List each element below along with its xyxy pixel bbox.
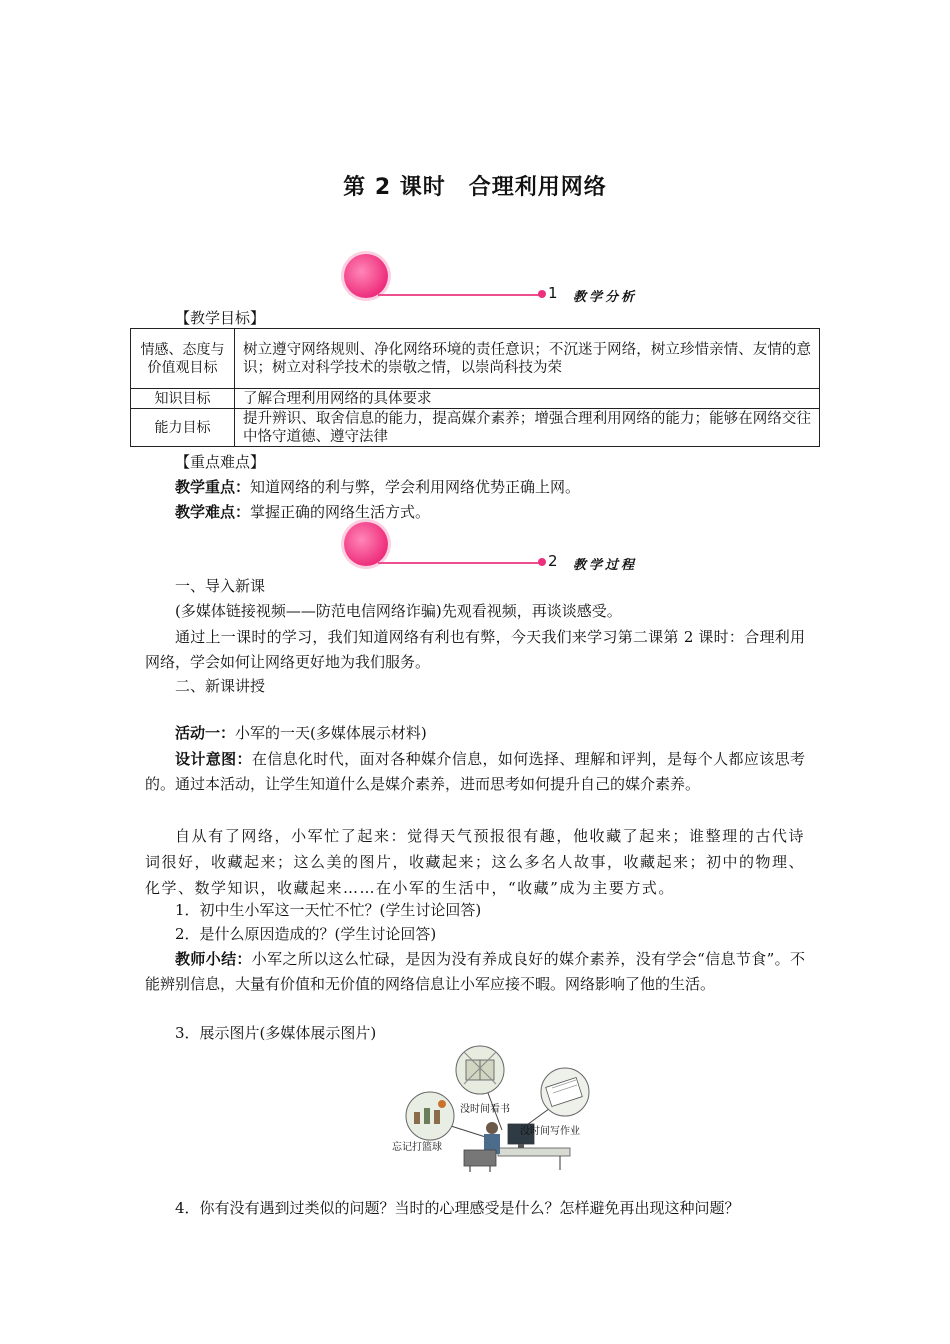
section-number: 1 — [548, 284, 558, 302]
activity-text: 小军的一天(多媒体展示材料) — [235, 724, 427, 742]
summary-label: 教师小结： — [175, 950, 252, 968]
keypoints-heading: 【重点难点】 — [175, 453, 266, 471]
table-row — [131, 409, 820, 447]
summary-text: 小军之所以这么忙碌，是因为没有养成良好的媒介素养，没有学会“信息节食”。不能辨别信息，大量有价值和无价值的网络信息让小军应接不暇。网络影响了他的生活。 — [145, 950, 805, 993]
activity-label: 活动一： — [175, 724, 236, 742]
question-4: 4．你有没有遇到过类似的问题？当时的心理感受是什么？怎样避免再出现这种问题？ — [175, 1199, 740, 1217]
intro-heading: 一、导入新课 — [175, 577, 266, 595]
question-1: 1．初中生小军这一天忙不忙？(学生讨论回答) — [175, 901, 482, 919]
banner-line — [378, 294, 540, 296]
difficult-point-label: 教学难点： — [175, 503, 251, 521]
section-banner-process — [340, 520, 660, 580]
pink-circle-icon — [344, 254, 388, 298]
teacher-summary — [145, 947, 805, 997]
homework-circle-icon — [541, 1068, 589, 1116]
objective-value: 树立遵守网络规则、净化网络环境的责任意识；不沉迷于网络，树立珍惜亲情、友情的意识；树立对科学技术的崇敬之情，以崇尚科技为荣 — [235, 329, 820, 389]
section-number: 2 — [548, 552, 558, 570]
objective-key: 知识目标 — [131, 389, 235, 409]
banner-line — [378, 562, 540, 564]
section-label: 教学过程 — [573, 558, 638, 573]
table-row — [131, 389, 820, 409]
objectives-table — [130, 328, 820, 447]
book-circle-icon — [456, 1046, 504, 1094]
objective-key: 能力目标 — [131, 409, 235, 447]
intro-video: (多媒体链接视频——防范电信网络诈骗)先观看视频，再谈谈感受。 — [175, 602, 622, 620]
section-banner-analysis — [340, 252, 660, 312]
key-point-text: 知道网络的利与弊，学会利用网络优势正确上网。 — [250, 478, 581, 496]
objective-value: 了解合理利用网络的具体要求 — [235, 389, 820, 409]
design-label: 设计意图： — [175, 750, 252, 768]
table-row — [131, 329, 820, 389]
busy-student-illustration — [380, 1040, 620, 1175]
question-3: 3．展示图片(多媒体展示图片) — [175, 1024, 377, 1042]
objective-key: 情感、态度与价值观目标 — [131, 329, 235, 389]
activity-title — [175, 722, 427, 744]
story-paragraph: 自从有了网络，小军忙了起来：觉得天气预报很有趣，他收藏了起来；谁整理的古代诗词很好，收藏起来；这么美的图片，收藏起来；这么多名人故事，收藏起来；初中的物理、化学、数学知识，收藏起来……在小军的生活中，“收藏”成为主要方式。 — [145, 827, 806, 897]
caption-homework: 没时间写作业 — [520, 1126, 580, 1137]
page-title: 第 2 课时 合理利用网络 — [343, 175, 607, 200]
key-point — [175, 476, 580, 498]
objective-value: 提升辨识、取舍信息的能力，提高媒介素养；增强合理利用网络的能力；能够在网络交往中恪守道德、遵守法律 — [235, 409, 820, 447]
design-intent — [145, 747, 805, 797]
design-text: 在信息化时代，面对各种媒介信息，如何选择、理解和评判，是每个人都应该思考的。通过本活动，让学生知道什么是媒介素养，进而思考如何提升自己的媒介素养。 — [145, 750, 805, 793]
caption-reading: 没时间看书 — [460, 1104, 510, 1115]
difficult-point-text: 掌握正确的网络生活方式。 — [250, 503, 431, 521]
banner-dot-icon — [538, 290, 546, 298]
caption-basketball: 忘记打篮球 — [392, 1142, 442, 1153]
pink-circle-icon — [344, 522, 388, 566]
question-2: 2．是什么原因造成的？(学生讨论回答) — [175, 925, 437, 943]
basketball-circle-icon — [406, 1092, 454, 1140]
new-lesson-heading: 二、新课讲授 — [175, 677, 266, 695]
intro-text: 通过上一课时的学习，我们知道网络有利也有弊，今天我们来学习第二课第 2 课时：合理利用网络，学会如何让网络更好地为我们服务。 — [145, 628, 805, 671]
key-point-label: 教学重点： — [175, 478, 251, 496]
objectives-heading: 【教学目标】 — [175, 309, 266, 327]
banner-dot-icon — [538, 558, 546, 566]
section-label: 教学分析 — [573, 290, 638, 305]
